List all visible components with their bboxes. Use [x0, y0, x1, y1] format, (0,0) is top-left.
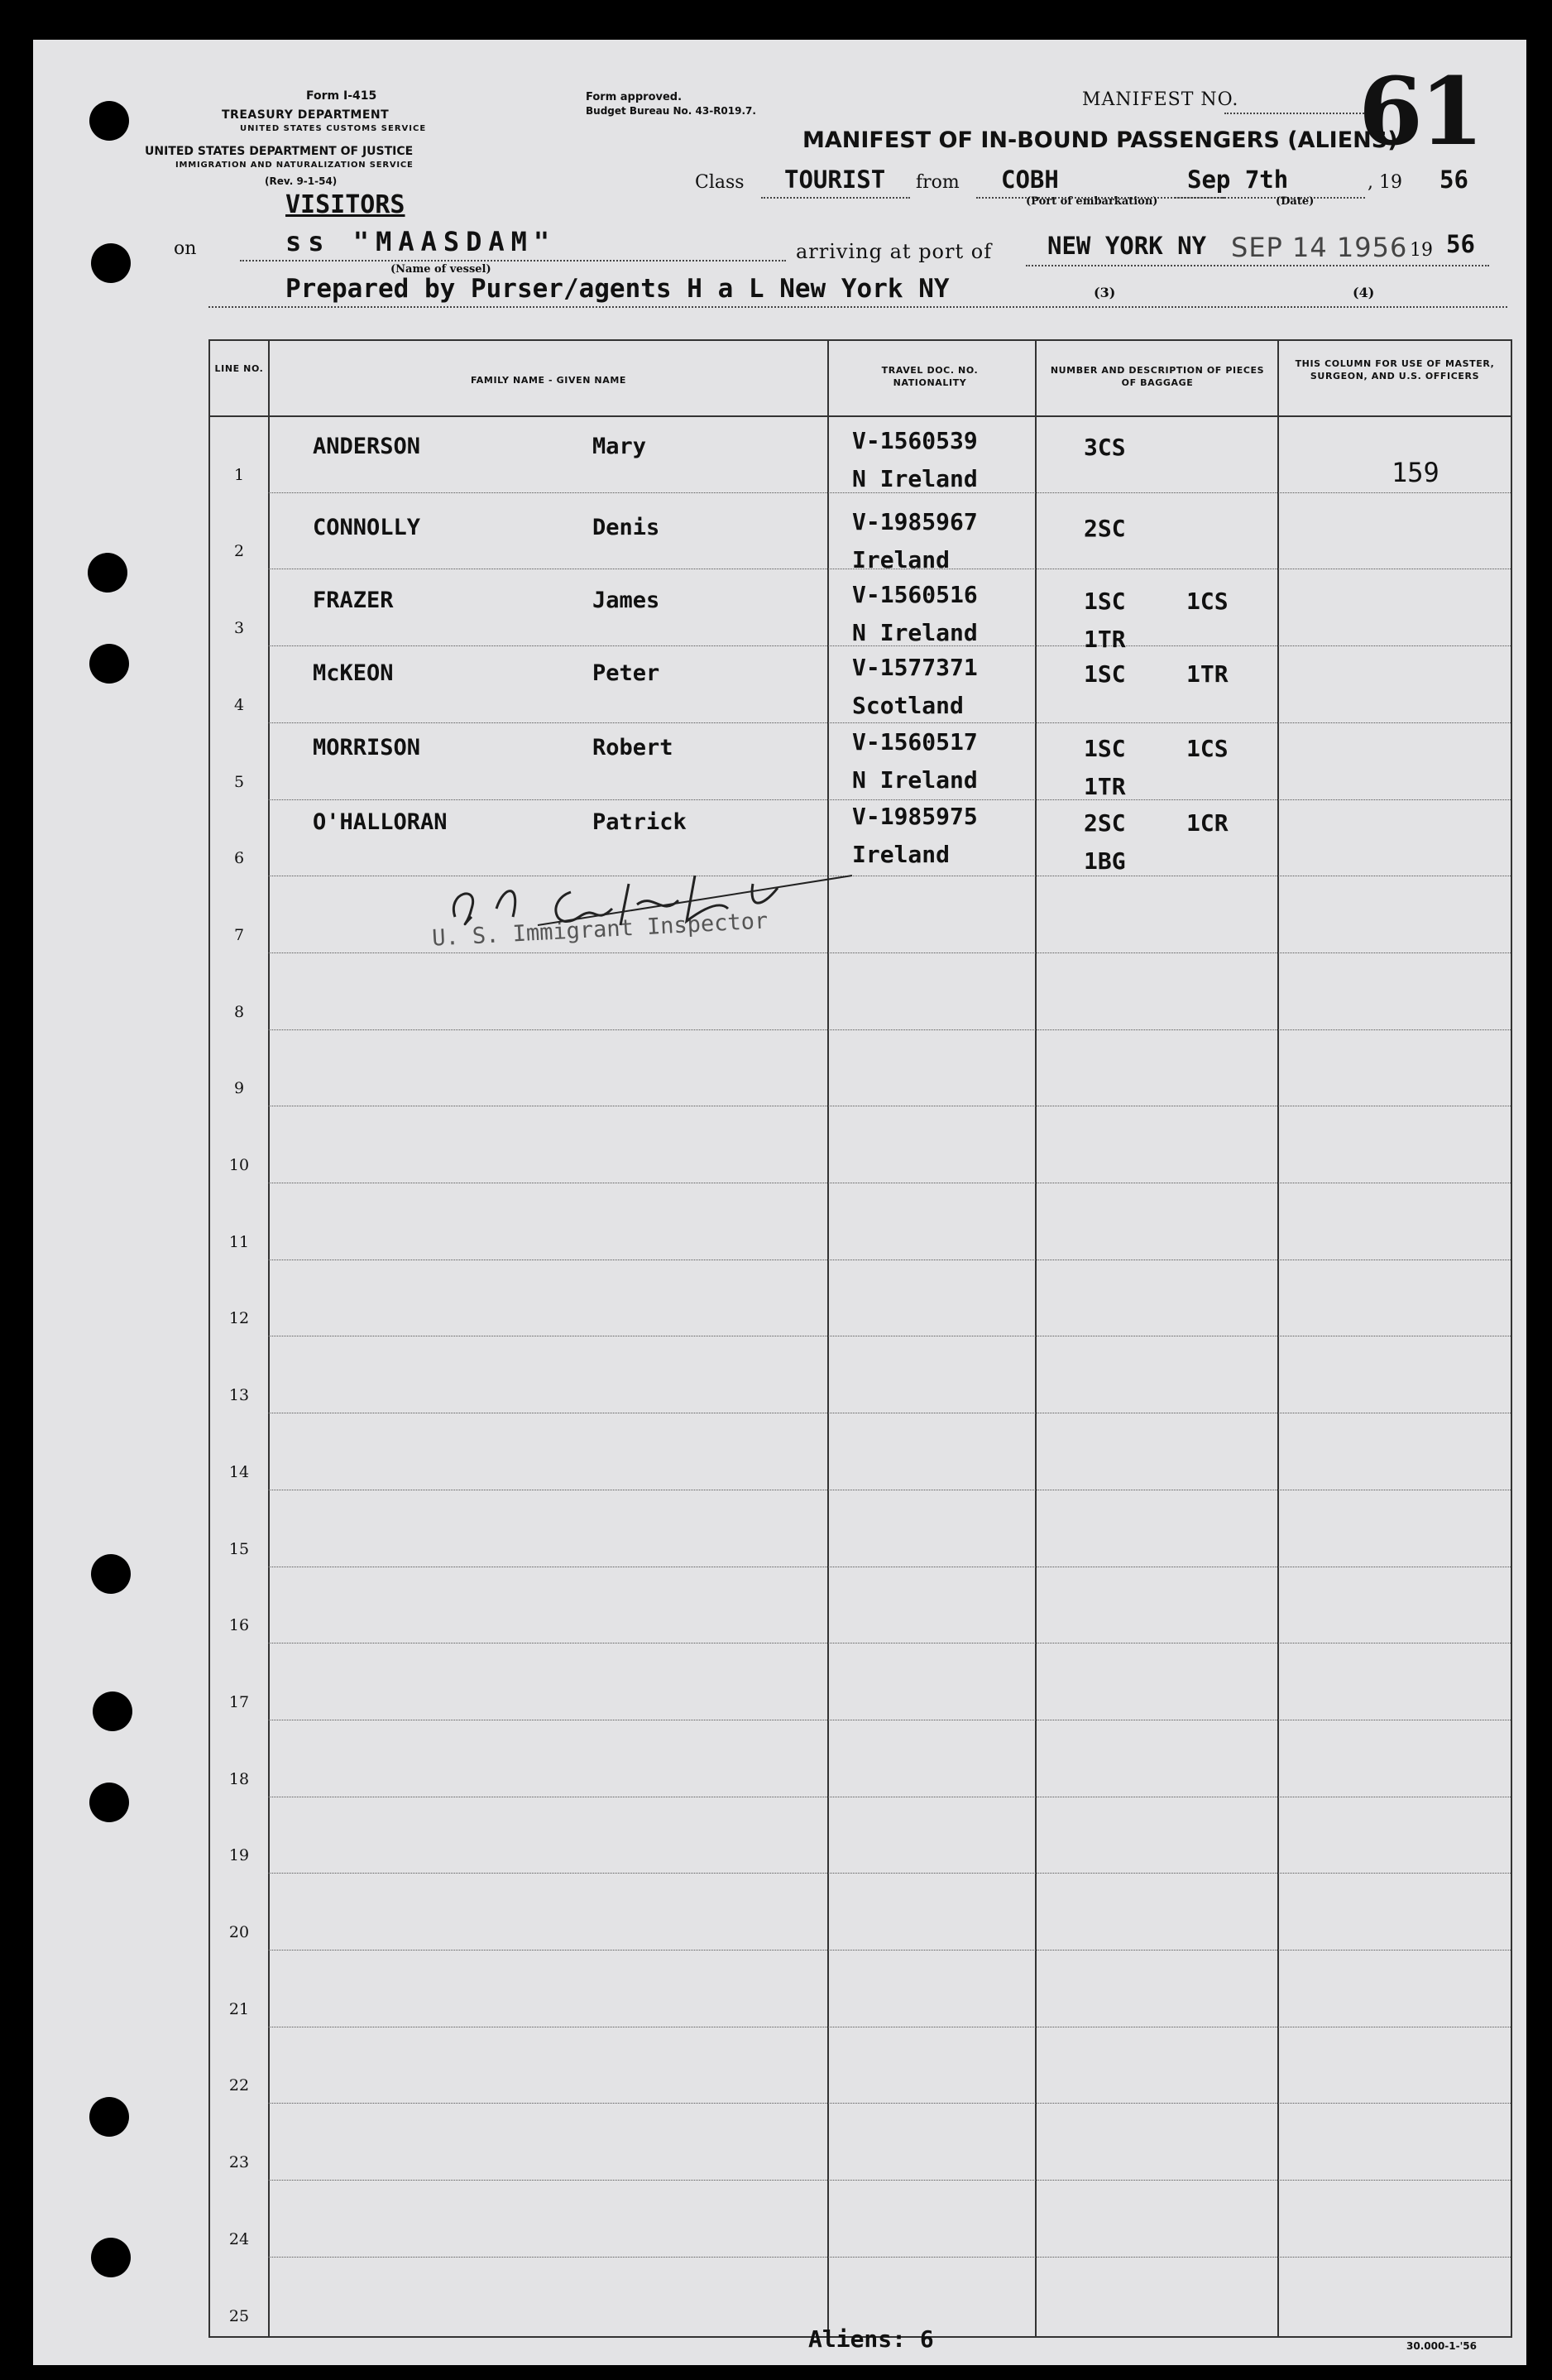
manifest-sheet: [33, 40, 1526, 2365]
on-label: on: [174, 238, 197, 259]
line-number: 17: [228, 1692, 250, 1711]
line-number: 7: [233, 925, 245, 944]
year-prefix: , 19: [1368, 172, 1402, 193]
line-number: 24: [228, 2229, 250, 2248]
baggage-piece: 2SC: [1084, 515, 1126, 542]
baggage-piece: 1CS: [1186, 735, 1229, 762]
aliens-total: Aliens: 6: [808, 2325, 934, 2353]
agency-treasury-sub: UNITED STATES CUSTOMS SERVICE: [240, 124, 427, 133]
family-name: MORRISON: [313, 735, 421, 761]
manifest-number: 61: [1358, 58, 1481, 166]
family-name: McKEON: [313, 660, 394, 686]
arrival-stamp: SEP 14 1956: [1231, 232, 1408, 263]
line-number: 20: [228, 1923, 250, 1941]
class-value: TOURIST: [784, 166, 886, 194]
manifest-no-label: MANIFEST NO.: [1082, 89, 1239, 110]
given-name: James: [592, 588, 660, 613]
from-label: from: [916, 172, 960, 193]
nationality: N Ireland: [852, 619, 978, 646]
form-approved: Form approved.: [586, 91, 683, 103]
line-number: 5: [233, 772, 245, 791]
binder-hole: [89, 1783, 129, 1822]
travel-doc-number: V-1560539: [852, 427, 978, 454]
line-number: 22: [228, 2076, 250, 2095]
agency-treasury: TREASURY DEPARTMENT: [222, 108, 390, 122]
line-number: 25: [228, 2306, 250, 2325]
header-rule: [210, 415, 1511, 417]
col4-marker: (4): [1353, 285, 1375, 300]
line-number: 1: [233, 465, 245, 484]
baggage-piece: 3CS: [1084, 434, 1126, 461]
manifest-title: MANIFEST OF IN-BOUND PASSENGERS (ALIENS): [802, 127, 1398, 153]
col-divider: [827, 341, 829, 2336]
given-name: Mary: [592, 434, 647, 459]
prepared-underline: [208, 306, 1507, 308]
line-number: 18: [228, 1769, 250, 1788]
baggage-piece: 1CR: [1186, 809, 1229, 837]
col3-marker: (3): [1094, 285, 1116, 300]
travel-doc-number: V-1985975: [852, 803, 978, 830]
budget-bureau: Budget Bureau No. 43-R019.7.: [586, 105, 756, 117]
embark-year: 56: [1439, 166, 1468, 194]
binder-hole: [89, 644, 129, 684]
arrival-year: 56: [1446, 230, 1475, 258]
col-divider: [268, 341, 270, 2336]
baggage-piece: 1SC: [1084, 660, 1126, 688]
binder-hole: [88, 553, 127, 593]
binder-hole: [91, 243, 131, 283]
agency-justice: UNITED STATES DEPARTMENT OF JUSTICE: [145, 145, 414, 158]
line-number: 12: [228, 1309, 250, 1328]
col-header-line-no: LINE NO.: [214, 363, 264, 374]
col-divider: [1277, 341, 1279, 2336]
travel-doc-number: V-1577371: [852, 654, 978, 681]
print-code: 30.000-1-'56: [1406, 2340, 1477, 2352]
given-name: Patrick: [592, 809, 687, 835]
nationality: N Ireland: [852, 465, 978, 492]
form-number: Form I-415: [306, 89, 377, 103]
col-header-officers: THIS COLUMN FOR USE OF MASTER, SURGEON, AND U.S. OFFICERS: [1295, 358, 1495, 381]
binder-hole: [93, 1691, 132, 1731]
travel-doc-number: V-1560517: [852, 728, 978, 756]
row-divider: [268, 1029, 1511, 1030]
line-number: 11: [228, 1232, 250, 1251]
passenger-table: [208, 339, 1512, 2338]
officer-note: 159: [1392, 457, 1439, 488]
family-name: ANDERSON: [313, 434, 421, 459]
vessel-name: ss "MAASDAM": [285, 226, 557, 257]
baggage-piece: 2SC: [1084, 809, 1126, 837]
binder-hole: [91, 1554, 131, 1594]
inspector-signature: [422, 859, 885, 950]
line-number: 8: [233, 1002, 245, 1021]
line-number: 21: [228, 1999, 250, 2018]
line-number: 2: [233, 542, 245, 561]
date-caption: (Date): [1276, 195, 1315, 208]
line-number: 19: [228, 1846, 250, 1865]
nationality: Scotland: [852, 692, 964, 719]
line-number: 15: [228, 1539, 250, 1558]
inspector-stamp: U. S. Immigrant Inspector: [431, 908, 769, 952]
col-header-name: FAMILY NAME - GIVEN NAME: [470, 375, 627, 386]
binder-hole: [89, 2097, 129, 2137]
row-divider: [268, 2103, 1511, 2104]
row-divider: [268, 722, 1511, 723]
row-divider: [268, 2180, 1511, 2181]
class-underline: [761, 197, 910, 199]
baggage-piece: 1SC: [1084, 588, 1126, 615]
line-number: 6: [233, 849, 245, 868]
binder-hole: [91, 2238, 131, 2277]
baggage-piece: 1CS: [1186, 588, 1229, 615]
baggage-piece: 1BG: [1084, 847, 1126, 875]
given-name: Denis: [592, 515, 660, 540]
nationality: N Ireland: [852, 766, 978, 794]
manifest-no-underline: [1224, 113, 1373, 114]
col-divider: [1035, 341, 1037, 2336]
vessel-underline: [240, 260, 786, 262]
travel-doc-number: V-1560516: [852, 581, 978, 608]
col-header-travel-doc: TRAVEL DOC. NO. NATIONALITY: [881, 365, 979, 388]
given-name: Robert: [592, 735, 673, 761]
line-number: 9: [233, 1079, 245, 1098]
row-divider: [268, 1873, 1511, 1874]
line-number: 10: [228, 1156, 250, 1174]
date-underline: [1175, 197, 1365, 199]
family-name: FRAZER: [313, 588, 394, 613]
embark-date: Sep 7th: [1187, 166, 1289, 194]
travel-doc-number: V-1985967: [852, 508, 978, 535]
line-number: 3: [233, 619, 245, 638]
row-divider: [268, 799, 1511, 800]
given-name: Peter: [592, 660, 660, 686]
nationality: Ireland: [852, 841, 951, 868]
line-number: 14: [228, 1462, 250, 1481]
row-divider: [268, 1950, 1511, 1951]
family-name: O'HALLORAN: [313, 809, 448, 835]
line-number: 13: [228, 1386, 250, 1405]
binder-hole: [89, 101, 129, 141]
row-divider: [268, 2257, 1511, 2258]
col-header-baggage: NUMBER AND DESCRIPTION OF PIECES OF BAGGAGE: [1050, 365, 1265, 388]
arrival-underline: [1026, 265, 1489, 266]
nationality: Ireland: [852, 546, 951, 573]
line-number: 16: [228, 1616, 250, 1635]
baggage-piece: 1SC: [1084, 735, 1126, 762]
port-caption: (Port of embarkation): [1026, 195, 1158, 208]
baggage-piece: 1TR: [1084, 773, 1126, 800]
category-label: VISITORS: [285, 190, 405, 219]
arrival-port: NEW YORK NY: [1047, 232, 1207, 260]
form-revision: (Rev. 9-1-54): [265, 175, 338, 187]
line-number: 23: [228, 2153, 250, 2172]
family-name: CONNOLLY: [313, 515, 421, 540]
baggage-piece: 1TR: [1084, 626, 1126, 653]
line-number: 4: [233, 695, 245, 714]
port-of-embarkation: COBH: [1001, 166, 1059, 194]
agency-justice-sub: IMMIGRATION AND NATURALIZATION SERVICE: [175, 161, 414, 170]
class-label: Class: [695, 172, 745, 193]
arriving-label: arriving at port of: [796, 240, 993, 263]
prepared-by: Prepared by Purser/agents H a L New York NY: [285, 274, 950, 304]
vessel-caption: (Name of vessel): [390, 263, 491, 276]
baggage-piece: 1TR: [1186, 660, 1229, 688]
arrival-year-prefix: 19: [1410, 240, 1433, 261]
row-divider: [268, 952, 1511, 953]
